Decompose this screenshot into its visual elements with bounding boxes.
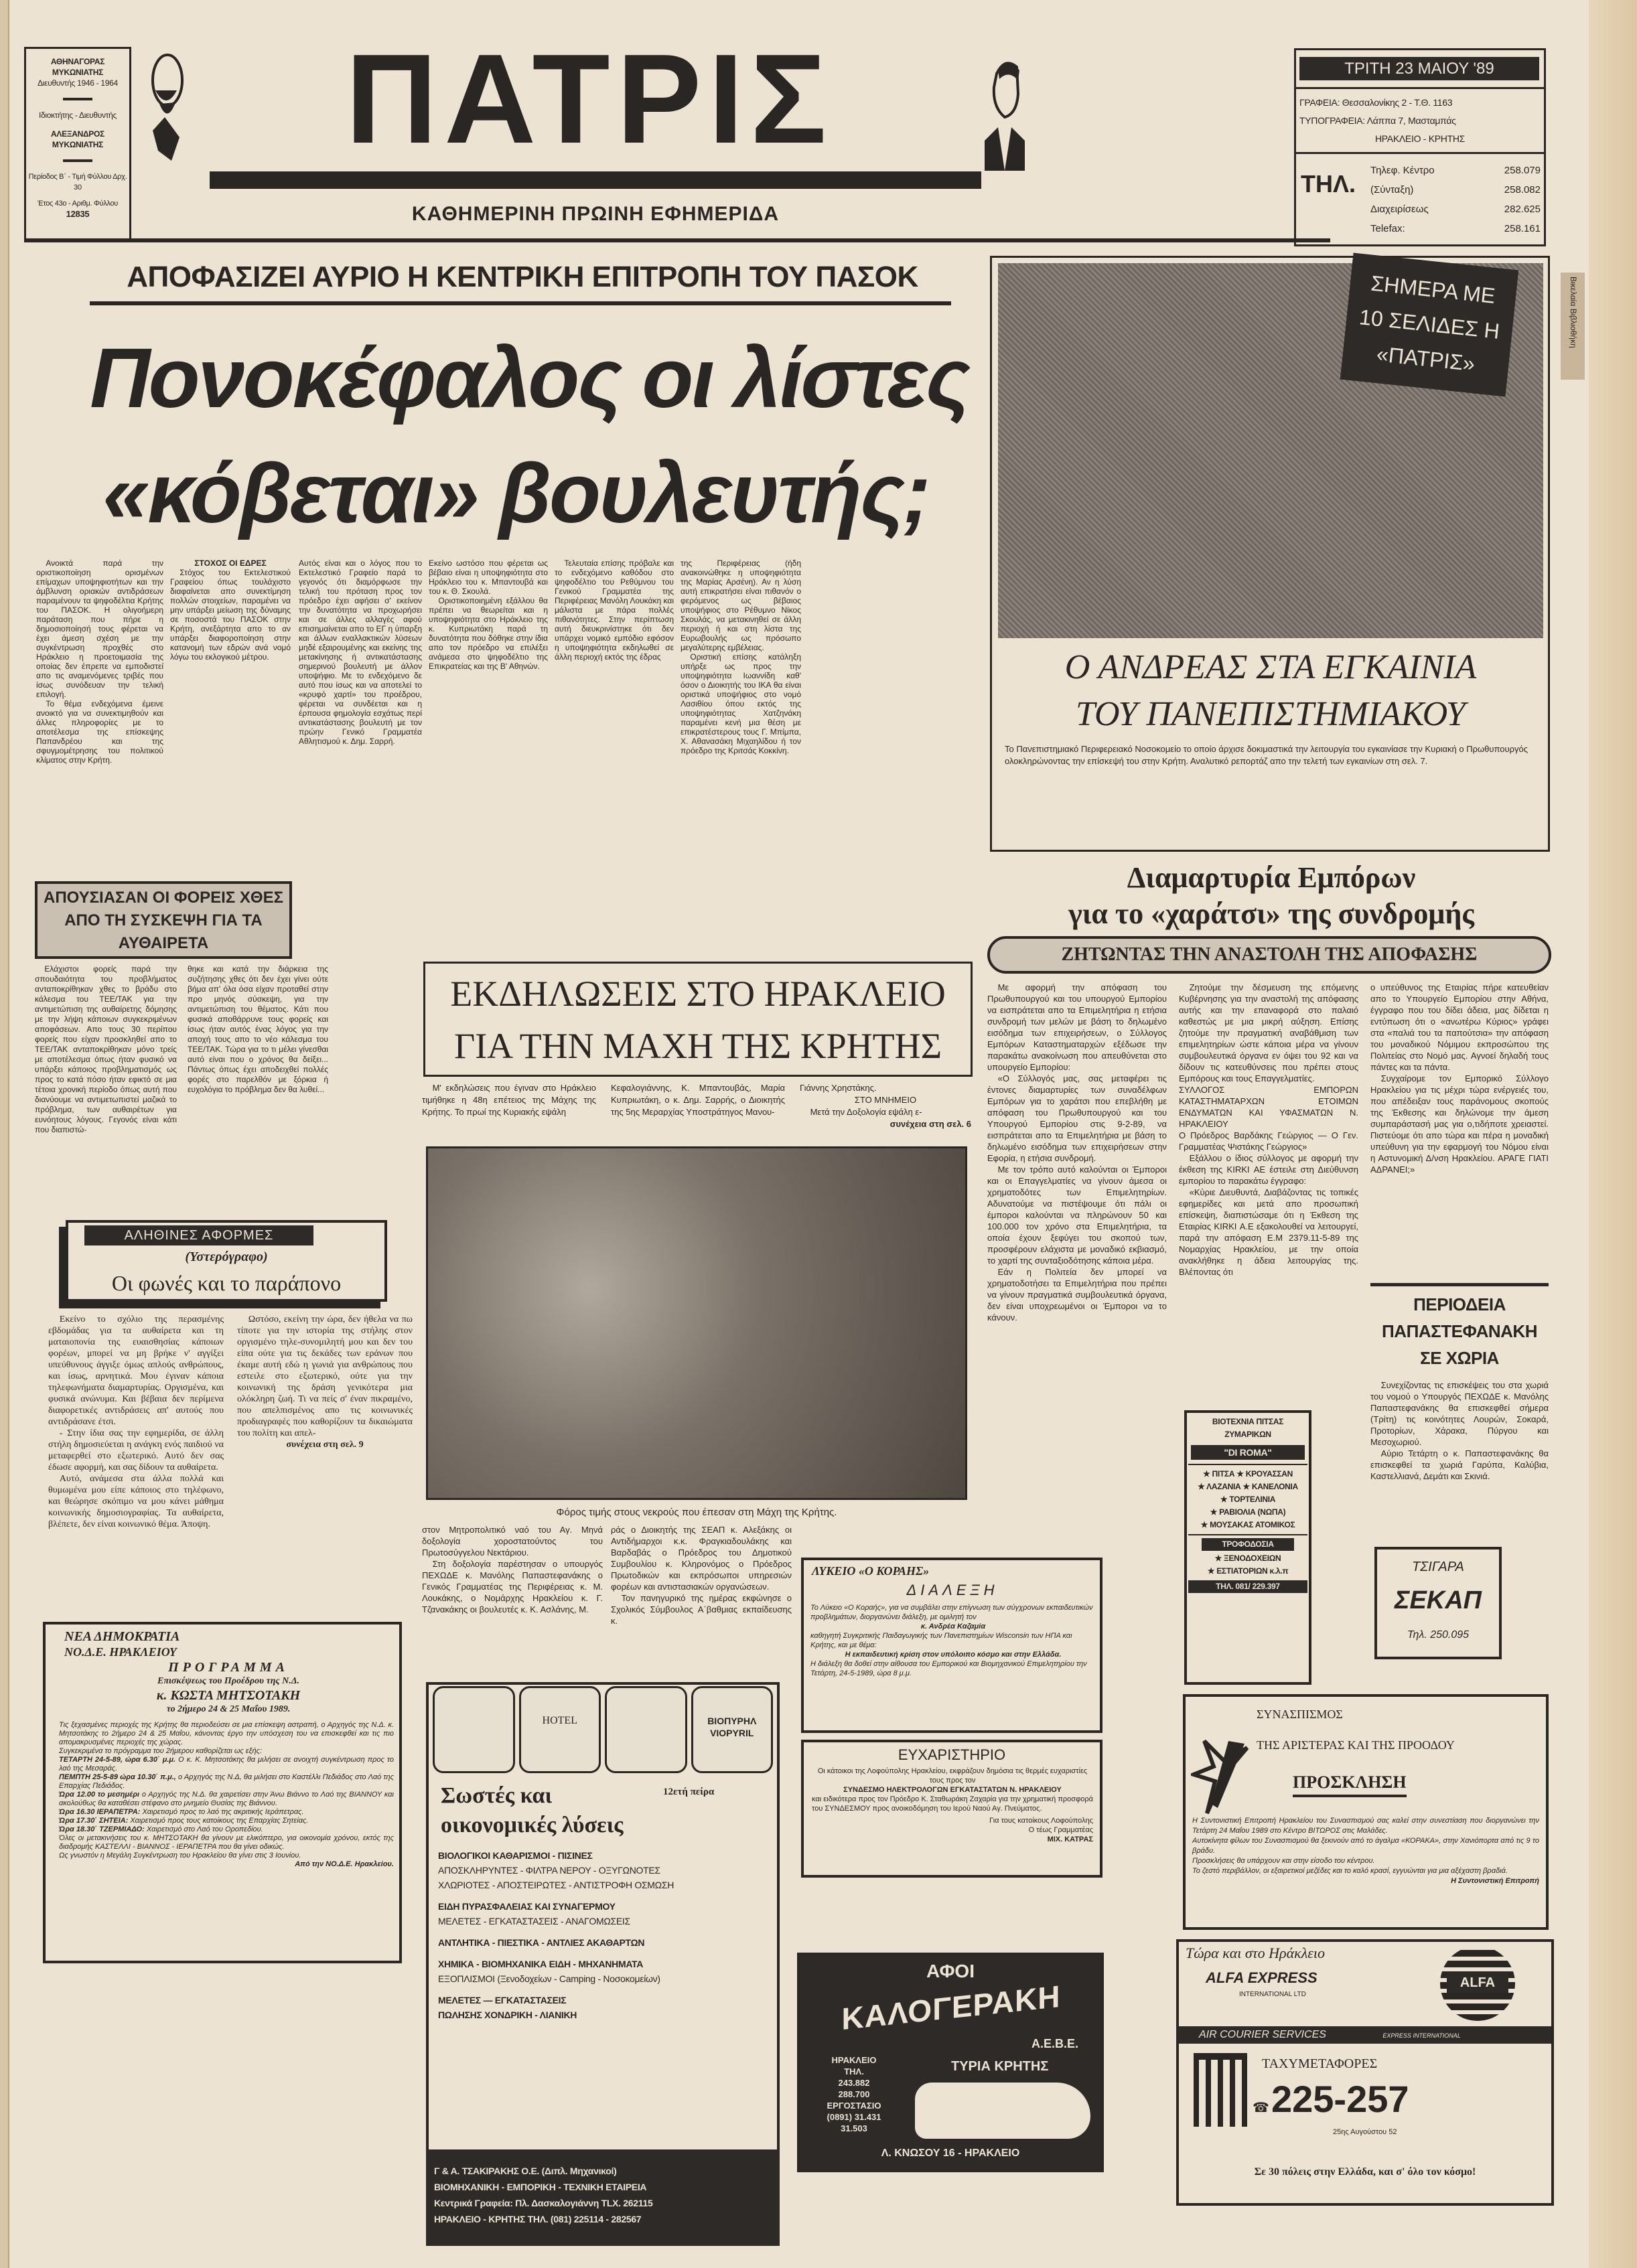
thanks-body: Οι κάτοικοι της Λοφούπολης Ηρακλείου, εκφράζουν δημόσια τις θερμές ευχαριστίες τους προς τον ΣΥΝΔΕΣΜΟ ΗΛΕΚΤΡΟΛΟΓΩΝ ΕΓΚΑΤΑΣΤΑΤΩΝ Ν. ΗΡΑΚΛΕΙΟΥ και ειδικότερα προς τον Πρόεδρο Κ. Σταθωράκη Ζαχαρία για την χρηματική προσφορά του ΣΥΝΔΕΣΜΟΥ προς ανοικοδόμηση του Ιερού Ναού Αγ. Πνεύματος. Για τους κατοίκους Λοφούπολης Ο τέως Γραμματέας ΜΙΧ. ΚΑΤΡΑΣ — [812, 1767, 1093, 1843]
ad-alfa-logo-text: ALFA — [1447, 1973, 1508, 1993]
mechanic-icon — [605, 1686, 687, 1773]
lead-column-6: της Περιφέρειας (ήδη ανακοινώθηκε η υποψηφιότητα της Μαρίας Αρσένη). Αν η λύση αυτή επικρατήσει είναι πιθανόν ο φερόμενος ως βέβαιος υποψήφιος στο Ρέθυμνο Νίκος Σκουλάς, να μετακινηθεί σε άλλη περιοχή ή και στη λίστα της Ευρωβουλής ως πρόσωπο μεγαλύτερης εμβέλειας. Οριστική επίσης κατάληξη υπήρξε ως προς την υποψηφιότητα Ιωαννίδη καθ' όσον ο Διοικητής του ΙΚΑ θα είναι οριστικά υποψήφιος στο νομό Λασιθίου όπου εκτός της υποψηφιότητας Χατζηνάκη παραμένει κενή μια θέση με επικρατέστερους τους Γ. Μπίμπα, Χ. Αθανασάκη Μιχαηλίδου ή τον πρόεδρο της Κριτσάς Κοκκίνη. — [681, 558, 801, 755]
divider — [63, 98, 92, 100]
printing-address: ΤΥΠΟΓΡΑΦΕΙΑ: Λάππα 7, Μασταμπάς — [1299, 115, 1456, 126]
newspaper-title: ΠΑΤΡΙΣ — [345, 28, 834, 170]
paper-left-edge — [0, 0, 9, 2268]
title-underline — [210, 171, 981, 189]
battle-column-3: Γιάννης Χρηστάκης. ΣΤΟ ΜΝΗΜΕΙΟ Μετά την Δοξολογία εψάλη ε- συνέχεια στη σελ. 6 — [800, 1083, 971, 1129]
ad-sekap-brand: ΣΕΚΑΠ — [1395, 1586, 1482, 1614]
faucet-icon — [433, 1686, 515, 1773]
lead-headline-line1: Πονοκέφαλος οι λίστες — [90, 331, 969, 425]
photo-story-headline: Ο ΑΝΔΡΕΑΣ ΣΤΑ ΕΓΚΑΙΝΙΑ ΤΟΥ ΠΑΝΕΠΙΣΤΗΜΙΑΚΟΥ — [1064, 648, 1477, 733]
ad-icon-row — [433, 1686, 773, 1773]
synaspismos-org: ΣΥΝΑΣΠΙΣΜΟΣ ΤΗΣ ΑΡΙΣΤΕΡΑΣ ΚΑΙ ΤΗΣ ΠΡΟΟΔΟΥ — [1257, 1708, 1455, 1752]
ad-tsakirakis-footer: Γ & Α. ΤΣΑΚΙΡΑΚΗΣ Ο.Ε. (Διπλ. Μηχανικοί) ΒΙΟΜΗΧΑΝΙΚΗ - ΕΜΠΟΡΙΚΗ - ΤΕΧΝΙΚΗ ΕΤΑΙΡΕΙΑ Κεντρικά Γραφεία: Πλ. Δασκαλογιάννη TLX. 262115 ΗΡΑΚΛΕΙΟ - ΚΡΗΤΗΣ ΤΗΛ. (081) 225114 - 282567 — [426, 2149, 780, 2246]
crete-map-icon — [915, 2083, 1090, 2139]
offices-address: ΓΡΑΦΕΙΑ: Θεσσαλονίκης 2 - Τ.Θ. 1163 — [1299, 97, 1453, 108]
issue-date: ΤΡΙΤΗ 23 ΜΑΙΟΥ '89 — [1299, 57, 1539, 80]
ad-alfa-service: ΤΑΧΥΜΕΤΑΦΟΡΕΣ — [1262, 2056, 1378, 2071]
thanks-title: ΕΥΧΑΡΙΣΤΗΡΙΟ — [898, 1746, 1006, 1763]
merchants-column-3: ο υπεύθυνος της Εταιρίας πήρε κατευθείαν απο το Υπουργείο Εμπορίου στην Αθήνα, έγγραφο που του δίδει άδεια, μας δίδεται η εντύπωση ότι ο «ανωτέρω Κύριος» γράφει στα «παλιά του τα παπούτσια» την απόφαση του μοναδικού Νόμιμου εκπροσώπου της Πολιτείας στο Νομό μας. Αγνοεί δηλαδή τους πάντες και τα πάντα. Συγχαίρομε τον Εμπορικό Σύλλογο Ηρακλείου για τις μέχρι τώρα ενέργειές του, που απέδειξαν τους παράνομους σκοπούς της Έκθεσης και δηλώνομε την άμεση συμπαράστασή μας για ο,τιδήποτε χρειαστεί. Πιστεύομε ότι απο τώρα και πέρα η μοναδική υπεύθυνη για την εφαρμογή του Νόμου είναι η Αστυνομική Δ/νση Ηρακλείου. ΑΡΑΓΕ ΓΙΑΤΙ ΑΔΡΑΝΕΙ;» — [1370, 982, 1549, 1175]
lead-headline-line2: «κόβεται» βουλευτής; — [102, 446, 929, 540]
battle-column-2: Κεφαλογιάννης, Κ. Μπαντουβάς, Μαρία Κυπριωτάκη, ο κ. Δημ. Σαρρής, ο Διοικητής της 5ης Μεραρχίας Υποστράτηγος Μανου- — [611, 1083, 785, 1117]
column-text-1: Εκείνο το σχόλιο της περασμένης εβδομάδας για τα αυθαίρετα και τη ματαιοπονία της ευαισθησίας κάποιων φορέων, μπορεί να μη βρήκε ν' αγγίξει υπεύθυνους άγγιξε όμως απλούς ανθρώπους, και ίσως, αρνητικά. Μου έγιναν κάποια τηλεφωνήματα διαμαρτυρίας. Οργισμένα, και φυσικά ανώνυμα. Και βέβαια δεν περίμενα διαφορετικές αντιδράσεις απ' αυτούς που αντιδράσανε έτσι. - Στην ίδια σας την εφημερίδα, σε άλλη στήλη δημοσιεύεται η ανάγκη ενός παιδιού να μεταφερθεί στο εξωτερικό. Αυτό δεν σας έδωσε αφορμή, και σας δίδουν τα αυθαίρετα. Αυτό, ανάμεσα στα άλλα πολλά και θυμωμένα μου είπε κάποιος στο τηλέφωνο, και θεώρησε σκόπιμο να μου κάνει μάθημα κοινωνικής δημοσιογραφίας. Τα αυθαίρετα, βλέπετε, δεν είναι κοινωνικό θέμα. Άποψη. — [48, 1314, 224, 1529]
column-label: ΑΛΗΘΙΝΕΣ ΑΦΟΡΜΕΣ — [84, 1225, 313, 1245]
ad-tsakirakis-lines: ΒΙΟΛΟΓΙΚΟΙ ΚΑΘΑΡΙΣΜΟΙ - ΠΙΣΙΝΕΣ ΑΠΟΣΚΛΗΡΥΝΤΕΣ - ΦΙΛΤΡΑ ΝΕΡΟΥ - ΟΞΥΓΩΝΟΤΕΣ ΧΛΩΡΙΟΤΕΣ - ΑΠΟΣΤΕΙΡΩΤΕΣ - ΑΝΤΙΣΤΡΟΦΗ ΟΣΜΩΣΗ ΕΙΔΗ ΠΥΡΑΣΦΑΛΕΙΑΣ ΚΑΙ ΣΥΝΑΓΕΡΜΟΥ ΜΕΛΕΤΕΣ - ΕΓΚΑΤΑΣΤΑΣΕΙΣ - ΑΝΑΓΟΜΩΣΕΙΣ ΑΝΤΛΗΤΙΚΑ - ΠΙΕΣΤΙΚΑ - ΑΝΤΛΙΕΣ ΑΚΑΘΑΡΤΩΝ ΧΗΜΙΚΑ - ΒΙΟΜΗΧΑΝΙΚΑ ΕΙΔΗ - ΜΗΧΑΝΗΜΑΤΑ ΕΞΟΠΛΙΣΜΟΙ (Ξενοδοχείων - Camping - Νοσοκομείων) ΜΕΛΕΤΕΣ — ΕΓΚΑΤΑΣΤΑΣΕΙΣ ΠΩΛΗΣΗΣ ΧΟΝΔΡΙΚΗ - ΛΙΑΝΙΚΗ — [438, 1850, 674, 2020]
founder-portrait-icon — [146, 50, 186, 161]
column-text-2: Ωστόσο, εκείνη την ώρα, δεν ήθελα να πω τίποτε για την ιστορία της στήλης στον οργισμένο τηλε-συνομιλητή μου και δεν του είπα ούτε για τις δεκάδες των εράνων που έκαμε αυτή εδώ η γωνιά για ανθρώπους που εστειλε στο εξωτερικό, ούτε για την κοινωνική της δράση γενικότερα μια ολόκληρη ζωή. Τι να πείς σ' έναν πικραμένο, που απελπισμένος απο τις κοινωνικές προδιαγραφές που καθορίζουν τα δικαιώματα του πολίτη και απελ- συνέχεια στη σελ. 9 — [237, 1314, 413, 1450]
synaspismos-title: ΠΡΟΣΚΛΗΣΗ — [1293, 1770, 1407, 1797]
absent-column-2: θηκε και κατά την διάρκεια της συζήτησης χθες ότι δεν έχει γίνει ούτε βήμα απ' όλα όσα είχαν προταθεί στην προ μηνός σύσκεψη, για την αντιμετώπιση του θέματος. Κάτι που φυσικά αποθάρρυνε τους φορείς και ίσως ήταν αυτός ένας λόγος για την αποχή τους απο το νέο κάλεσμα του ΤΕΕ/ΤΑΚ. Τώρα για το τι μέλει γίνεσθαι αυτό είναι που ο χρόνος θα δείξει... Πάντως όπως έχει αποδειχθεί πολλές φορές στο παρελθόν με ξόρκια ή ευχολόγια το πρόβλημα δεν θα λυθεί... — [188, 964, 328, 1094]
ad-alfa-slogan: Σε 30 πόλεις στην Ελλάδα, και σ' όλο τον κόσμο! — [1254, 2166, 1476, 2178]
ad-sekap-phone: Τηλ. 250.095 — [1407, 1629, 1470, 1641]
phone-list — [1370, 161, 1541, 238]
divider — [1370, 1283, 1549, 1286]
phone-row: Telefax: 258.161 — [1370, 223, 1541, 234]
tel-label: ΤΗΛ. — [1301, 170, 1356, 198]
kicker-rule — [90, 301, 951, 305]
ad-alfa-brand-sub: INTERNATIONAL LTD — [1239, 1991, 1306, 1998]
ad-sekap-label: ΤΣΙΓΑΡΑ — [1412, 1560, 1464, 1574]
column-sublabel: (Υστερόγραφο) — [185, 1250, 268, 1264]
memorial-photo — [426, 1146, 967, 1500]
lead-column-1: Ανοικτά παρά την οριστικοποίηση ορισμένων επίμαχων υποψηφιοτήτων και την άμβλυνση οριακών αντιδράσεων παραμένουν τα ψηφοδέλτια Κρήτης του ΠΑΣΟΚ. Η ολιγοήμερη παράταση που πήρε η δημοσιοποίησή τους φέρεται να έχει άμεση σχέση με την συγκέντρωση προχθές στο Ηράκλειο η προετοιμασία της οποίας δεν έπρεπε να εμποδιστεί απο τις αναμενόμενες τριβές που ίσως συνόδευαν την τελική επιλογή. Το θέμα ενδεχόμενα έμεινε ανοικτό για να συνεκτιμηθούν και άλλες πληροφορίες με το αποτέλεσμα της επίσκεψης Παπανδρέου και της σφυγμομέτρησης του πολιτικού κλίματος στην Κρήτη. — [36, 558, 163, 765]
ad-alfa-phone: 225-257 — [1271, 2078, 1409, 2120]
ad-kalogeraki-top: ΑΦΟΙ — [926, 1961, 975, 1981]
lead-column-5: Τελευταία επίσης πρόβαλε και το ενδεχόμενο καθόδου στο ψηφοδέλτιο του Ρεθύμνου του Γενικού Γραμματέα της Περιφέρειας Μανόλη Λουκάκη και μάλιστα με πάρα πολλές πιθανότητες. Στην περίπτωση αυτή διευκρινίστηκε ότι δεν υπάρχει νομικό εμπόδιο εφόσον η υποψηφιότητα εκδηλωθεί σε άλλη περιοχή εκτός της έδρας — [555, 558, 674, 662]
masthead-subtitle: ΚΑΘΗΜΕΡΙΝΗ ΠΡΩΙΝΗ ΕΦΗΜΕΡΙΔΑ — [411, 203, 780, 225]
viopyril-icon: ΒΙΟΠΥΡΗΛ VIOPYRIL — [691, 1686, 774, 1773]
ad-alfa-address: 25ης Αυγούστου 52 — [1333, 2128, 1397, 2136]
lecture-body: Το Λύκειο «Ο Κοραής», για να συμβάλει στην επίγνωση των σύγχρονων εκπαιδευτικών προβλημάτων, διοργανώνει διάλεξη, με ομιλητή τον κ. Ανδρέα Καζαμία καθηγητή Συγκριτικής Παιδαγωγικής των Πανεπιστημίων Wisconsin των ΗΠΑ και Κρήτης, και με θέμα: Η εκπαιδευτική κρίση στον υπόλοιπο κόσμο και στην Ελλάδα. Η διάλεξη θα δοθεί στην αίθουσα του Εμπορικού και Βιομηχανικού Επιμελητηρίου την Τετάρτη, 24-5-1989, ώρα 8 μ.μ. — [810, 1604, 1093, 1677]
ad-kalogeraki-phones: ΗΡΑΚΛΕΙΟ ΤΗΛ. 243.882 288.700 ΕΡΓΟΣΤΑΣΙΟ (0891) 31.431 31.503 — [827, 2055, 881, 2133]
ad-kalogeraki-address: Λ. ΚΝΩΣΟΥ 16 - ΗΡΑΚΛΕΙΟ — [881, 2147, 1020, 2159]
year-issue-label: Έτος 43ο - Αριθμ. Φύλλου — [38, 200, 118, 208]
battle-column-1: Μ' εκδηλώσεις που έγιναν στο Ηράκλειο τιμήθηκε η 48η επέτειος της Μάχης της Κρήτης. Το πρωί της Κυριακής εψάλη — [422, 1083, 596, 1117]
divider — [1294, 152, 1546, 154]
ad-kalogeraki-product: ΤΥΡΙΑ ΚΡΗΤΗΣ — [951, 2059, 1049, 2074]
lead-column-2: ΣΤΟΧΟΣ ΟΙ ΕΔΡΕΣ Στόχος του Εκτελεστικού Γραφείου όπως τουλάχιστο διαφαίνεται απο συνεκτίμηση πολλών στοιχείων, παραμένει να μην υπάρξει μείωση της δύναμης σε ποσοστά του ΠΑΣΟΚ στην Κρήτη, ανεξάρτητα απο το αν υπάρξει διαφοροποίηση στην κατανομή των εδρών ανά νομό λόγω του εκλογικού μέτρου. — [170, 558, 291, 662]
divider — [63, 159, 92, 162]
ad-alfa-script: Τώρα και στο Ηράκλειο — [1186, 1945, 1326, 1961]
telephone-icon: ☎ — [1253, 2101, 1269, 2115]
photo-story-caption: Το Πανεπιστημιακό Περιφερειακό Νοσοκομείο το οποίο άρχισε δοκιμαστικά την λειτουργία του εγκαινίασε την Κυριακή ο Πρωθυπουργός ολοκληρώνοντας την επίσκεψή του στην Κρήτη. Αναλυτικό ρεπορτάζ απο την τελετή των εγκαινίων στη σελ. 7. — [1005, 744, 1528, 766]
ad-alfa-brand: ALFA EXPRESS — [1206, 1969, 1318, 1986]
founder-role: Διευθυντής 1946 - 1964 — [38, 78, 118, 88]
phone-row: Τηλεφ. Κέντρο 258.079 — [1370, 165, 1541, 176]
ad-kalogeraki-brand: ΚΑΛΟΓΕΡΑΚΗ — [841, 1978, 1061, 2037]
address-block — [1299, 94, 1541, 148]
battle-lower-column-2: ράς ο Διοικητής της ΣΕΑΠ κ. Αλεξάκης οι Αντιδήμαρχοι κ.κ. Φραγκιαδουλάκης και Βαρδαβάς ο Πρόεδρος του Δημοτικού Συμβουλίου κ. Κληρονόμος ο Πρόεδρος Πρωτοδικών και εκπρόσωποι υπηρεσιών φορέων και αντιστασιακών οργανώσεων. Τον πανηγυρικό της ημέρας εκφώνησε ο Σχολικός Σύμβουλος Α΄βαθμιας εκπαίδευσης κ. — [611, 1525, 792, 1626]
merchants-column-1: Με αφορμή την απόφαση του Πρωθυπουργού και του υπουργού Εμπορίου να εισπράτεται απο τα Επιμελητήρια η ετήσια συνδρομή των μελών με βάση το δηλωμένο εισόδημα των επιχειρήσεων, ο Σύλλογος Εμπόρων Καταστηματαρχών εξέδωσε την παρακάτω ανακοίνωση που απευθύνεται στο υπουργείο Εμπορίου: «Ο Σύλλογός μας, σας μεταφέρει τις έντονες διαμαρτυρίες των συναδέλφων Εμπόρων για το χαράτσι που επεβλήθη με απόφαση του Πρωθυπουργού και του Υπουργού Εμπορίου στις 9-2-89, να εισπράτεται απο τα Επιμελητήρια με βάση το δηλωμένο εισόδημα των επιχειρήσεων στην Εφορία, η ετήσια συνδρομή. Με τον τρόπο αυτό καλούνται οι Έμποροι και οι Επαγγελματίες να γίνουν άμεσα οι χρηματοδότες των Επιμελητηρίων. Αδυνατούμε να πιστέψουμε ότι πάλι οι έμποροι καλούνται να πληρώνουν 50 και 100.000 τον χρόνο στα Επιμελητήρια, τα οποία έχουν ξεφύγει του σκοπού των, προσφέρουν ελάχιστα με μοναδικό εκβιασμό, το χαρτί της συνταξιοδότησης κάποια μέρα. Εάν η Πολιτεία δεν μπορεί να χρηματοδοτήσει τα Επιμελητήρια που πρέπει να γίνουν πραγματικά συμβουλευτικά όργανα, δεν είναι υποχρεωμένοι οι Έμποροι να το κάνουν. — [987, 982, 1167, 1322]
battle-headline: ΕΚΔΗΛΩΣΕΙΣ ΣΤΟ ΗΡΑΚΛΕΙΟ ΓΙΑ ΤΗΝ ΜΑΧΗ ΤΗΣ ΚΡΗΤΗΣ — [423, 962, 973, 1077]
paper-right-margin — [1589, 0, 1637, 2268]
ad-tsakirakis-headline: Σωστές και οικονομικές λύσεις — [441, 1783, 624, 1837]
hotel-icon: HOTEL — [519, 1686, 601, 1773]
building-icon — [1194, 2053, 1247, 2127]
divider — [1294, 87, 1546, 89]
period-price: Περίοδος Β΄ - Τιμή Φύλλου Δρχ. 30 — [28, 173, 127, 192]
lead-kicker: ΑΠΟΦΑΣΙΖΕΙ ΑΥΡΙΟ Η ΚΕΝΤΡΙΚΗ ΕΠΙΤΡΟΠΗ ΤΟΥ ΠΑΣΟΚ — [127, 260, 918, 293]
ad-diroma-content: ΒΙΟΤΕΧΝΙΑ ΠΙΤΣΑΣ ΖΥΜΑΡΙΚΩΝ "DI ROMA" ★ ΠΙΤΣΑ ★ ΚΡΟΥΑΣΣΑΝ ★ ΛΑΖΑΝΙΑ ★ ΚΑΝΕΛΟΝΙΑ ★ ΤΟΡΤΕΛΙΝΙΑ ★ ΡΑΒΙΟΛΙΑ (ΝΩΠΑ) ★ ΜΟΥΣΑΚΑΣ ΑΤΟΜΙΚΟΣ ΤΡΟΦΟΔΟΣΙΑ ★ ΞΕΝΟΔΟΧΕΙΩΝ ★ ΕΣΤΙΑΤΟΡΙΩΝ κ.λ.π ΤΗΛ. 081/ 229.397 — [1188, 1416, 1307, 1593]
column-title: Οι φωνές και το παράπονο — [111, 1271, 342, 1295]
city: ΗΡΑΚΛΕΙΟ - ΚΡΗΤΗΣ — [1375, 133, 1465, 144]
merchants-column-2: Ζητούμε την δέσμευση της επόμενης Κυβέρνησης για την αναστολή της απόφασης αυτής και την επαναφορά στο παλαιό καθεστώς με μια μικρή αύξηση. Επίσης ζητούμε την πραγματική αναβάθμιση των επιμελητηρίων ώστε κάποια μέρα να γίνουν συμβουλευτικά όργανα εν όψει του 92 και να δίδουν τις κατευθύνσεις που πρέπει στους Εμπόρους και τους Επαγγελματίες. ΣΥΛΛΟΓΟΣ ΕΜΠΟΡΩΝ ΚΑΤΑΣΤΗΜΑΤΑΡΧΩΝ ΕΤΟΙΜΩΝ ΕΝΔΥΜΑΤΩΝ ΚΑΙ ΥΦΑΣΜΑΤΩΝ Ν. ΗΡΑΚΛΕΙΟΥ Ο Πρόεδρος Βαρδάκης Γεώργιος — Ο Γεν. Γραμματέας Ψιστάκης Γεώργιος» Εξάλλου ο ίδιος σύλλογος με αφορμή την έκθεση της KIRKI ΑΕ έστειλε στη Διεύθυνση εμπορίου το παρακάτω έγγραφο: «Κύριε Διευθυντά, Διαβάζοντας τις τοπικές εφημερίδες και μετά απο προσωπική επίσκεψη, διαπιστώσαμε ότι η Έκθεση της Εταιρίας KIRKI Α.Ε εξακολουθεί να λειτουργεί, παρά την απόφαση Ε.Μ 2379.11-5-89 της Νομαρχίας Ηρακλείου, με την οποία ανακλήθηκε η άδεια λειτουργίας της. Βλέποντας ότι — [1179, 982, 1358, 1277]
synaspismos-body: Η Συντονιστική Επιτροπή Ηρακλείου του Συνασπισμού σας καλεί στην συνεστίαση που διοργανώνει την Τετάρτη 24 Μαΐου 1989 στο Κέντρο ΒΙΤΩΡΟΣ στις Μαλάδες. Αυτοκίνητα φίλων του Συνασπισμού θα ξεκινούν από το άγαλμα «ΚΟΡΑΚΑ», στην Χανιόπορτα από τις 9 το βράδυ. Προσκλήσεις θα υπάρχουν και στην είσοδο του κέντρου. Το ζεστό περιβάλλον, οι εξαιρετικοί μεζέδες και το καλό κρασί, εγγυώνται για μια αξέχαστη βραδιά. Η Συντονιστική Επιτροπή — [1192, 1817, 1539, 1885]
star-logo-icon — [1191, 1734, 1250, 1815]
battle-lower-column-1: στον Μητροπολιτικό ναό του Αγ. Μηνά δοξολογία χοροστατούντος του Πρωτοσύγγελου Νεκτάριου. Στη δοξολογία παρέστησαν ο υπουργός ΠΕΧΩΔΕ κ. Μανόλης Παπαστεφανάκης ο Γενικός Γραμματέας της Περιφέρειας κ. Μ. Λουκάκης, ο Νομάρχης Ηρακλείου κ. Γ. Τζανακάκης οι βουλευτές κ. Κ. Ασλάνης, Μ. — [422, 1525, 603, 1614]
issue-number: 12835 — [66, 209, 90, 219]
ad-kalogeraki-suffix: Α.Ε.Β.Ε. — [1031, 2037, 1079, 2050]
pages-badge: ΣΗΜΕΡΑ ΜΕ 10 ΣΕΛΙΔΕΣ Η «ΠΑΤΡΙΣ» — [1340, 253, 1519, 397]
phone-row: (Σύνταξη) 258.082 — [1370, 184, 1541, 196]
editor-portrait-icon — [985, 54, 1025, 171]
lead-column-4: Εκείνο ωστόσο που φέρεται ως βέβαιο είναι η υποψηφιότητα στο Ηράκλειο του κ. Μπαντουβά και του κ. Θ. Σκουλά. Οριστικοποιημένη εξάλλου θα πρέπει να θεωρείται και η υποψηφιότητα στο Ηράκλειο της κ. Κυπριωτάκη παρά τη δυνατότητα που δόθηκε στην ίδια απο τον πρόεδρο να επιλέξει ανάμεσα στο ψηφοδέλτιο της Επικρατείας και της Β' Αθηνών. — [429, 558, 548, 671]
ad-tsakirakis-tag: 12ετή πείρα — [663, 1787, 715, 1797]
lecture-title: ΛΥΚΕΙΟ «Ο ΚΟΡΑΗΣ» — [812, 1564, 930, 1578]
nd-notice: ΝΕΑ ΔΗΜΟΚΡΑΤΙΑ ΝΟ.Δ.Ε. ΗΡΑΚΛΕΙΟΥ ΠΡΟΓΡΑΜΜΑ Επισκέψεως του Προέδρου της Ν.Δ. κ. ΚΩΣΤΑ ΜΗΤΣΟΤΑΚΗ το 2ήμερο 24 & 25 Μαΐου 1989. — [64, 1629, 301, 1714]
ad-alfa-band: AIR COURIER SERVICES EXPRESS INTERNATIONAL — [1179, 2026, 1551, 2044]
nd-notice-body: Τις ξεχασμένες περιοχές της Κρήτης θα περιοδεύσει σε μια επίσκεψη αστραπή, ο Αρχηγός της Ν.Δ. κ. Μητσοτάκης το 2ήμερο 24 & 25 Μαΐου, κάνοντας έργο την υπόσχεση του να επισκεφθεί και τις πιο απομακρυσμένες περιοχές της χώρας. Συγκεκριμένα το πρόγραμμα του 2ήμερου καθορίζεται ως εξής: ΤΕΤΑΡΤΗ 24-5-89, ώρα 6.30΄ μ.μ. Ο κ. Κ. Μητσοτάκης θα μιλήσει σε ανοιχτή συγκέντρωση προς το λαό της Μεσαράς. ΠΕΜΠΤΗ 25-5-89 ώρα 10.30΄ π.μ., ο Αρχηγός της Ν.Δ, θα μιλήσει στο Καστέλλι Πεδιάδος στο Λαό της Επαρχίας Πεδιάδος. Ώρα 12.00 το μεσημέρι ο Αρχηγός της Ν.Δ. θα χαιρετίσει στην Άνω Βιάννο το Λαό της ΒΙΑΝΝΟΥ και ακολούθως θα καταθέσει στέφανο στο μνημείο Θυσίας της Βιάννου. Ώρα 16.30 ΙΕΡΑΠΕΤΡΑ: Χαιρετισμό προς το λαό της ακριτικής Ιεράπετρας. Ώρα 17.30΄ ΣΗΤΕΙΑ: Χαιρετισμό προς τους κατοίκους της Επαρχίας Σητείας. Ώρα 18.30΄ ΤΖΕΡΜΙΑΔΟ: Χαιρετισμό στο Λαό του Οροπεδίου. Όλες οι μετακινήσεις του κ. ΜΗΤΣΟΤΑΚΗ θα γίνουν με ελικόπτερο, για οικονομία χρόνου, εκτός της διαδρομής ΚΑΣΤΕΛΛΙ - ΒΙΑΝΝΟΣ - ΙΕΡΑΠΕΤΡΑ που θα γίνει οδικώς. Ως γνωστόν η Μεγάλη Συγκέντρωση του Ηρακλείου θα γίνει στις 3 Ιουνίου. Από την ΝΟ.Δ.Ε. Ηρακλείου. — [59, 1721, 395, 1868]
lead-column-3: Αυτός είναι και ο λόγος που το Εκτελεστικό Γραφείο παρά το γεγονός ότι διαμόρφωσε την τελική του πρόταση προς τον πρόεδρο έχει αφήσει σ' εκείνον την δυνατότητα να προχωρήσει και σε άλλες αλλαγές αφού επισημαίνεται απο το ΕΓ η ύπαρξη και άλλων εναλλακτικών λύσεων μηδέ εξαιρουμένης και εκείνης της μετακίνησης ή αντικατάστασης σημερινού βουλευτή με άλλον υποψήφιο. Με το ενδεχόμενο δε αυτό που ίσως και να αποτελεί το «κρυφό χαρτί» του προέδρου, φέρεται να συνδέεται και η έρπουσα φημολογία εσχάτως περί αντικατάστασης βουλευτή με τον πρώην Γενικό Γραμματέα Αθλητισμού κ. Δημ. Σαρρή. — [299, 558, 422, 746]
tour-text: Συνεχίζοντας τις επισκέψεις του στα χωριά του νομού ο Υπουργός ΠΕΧΩΔΕ κ. Μανόλης Παπαστεφανάκης θα επισκεφθεί σήμερα (Τρίτη) τις κοινότητες Λουρών, Σοκαρά, Προτορίων, Χάρακα, Πύργου και Μεσοχωριού. Αύριο Τετάρτη ο κ. Παπαστεφανάκης θα επισκεφθεί τα χωριά Γαρύπα, Καλύβια, Καστελλιανά, Δεμάτι και Σκινιά. — [1370, 1380, 1549, 1481]
phone-row: Διαχειρίσεως 282.625 — [1370, 204, 1541, 215]
memorial-photo-caption: Φόρος τιμής στους νεκρούς που έπεσαν στη Μάχη της Κρήτης. — [556, 1507, 837, 1518]
masthead-bottom-rule — [24, 238, 1330, 242]
tour-headline: ΠΕΡΙΟΔΕΙΑ ΠΑΠΑΣΤΕΦΑΝΑΚΗ ΣΕ ΧΩΡΙΑ — [1382, 1294, 1537, 1368]
archive-stamp: Βικελαία Βιβλιοθήκη — [1561, 273, 1585, 380]
absent-column-1: Ελάχιστοι φορείς παρά την σπουδαιότητα του προβλήματος ανταποκρίθηκαν χθες το βράδυ στο κάλεσμα του ΤΕΕ/ΤΑΚ για την αντιμετώπιση της αυθαίρετης δόμησης με την λήψη κάποιων συγκεκριμένων αποφάσεων. Απο τους 30 περίπου φορείς που είχαν προσκληθεί απο το ΤΕΕ/ΤΑΚ ανταποκρίθηκαν μόνο τρείς με αποτέλεσμα όπως ήταν φυσικό να υπάρξει κάποιος προβληματισμός ως προς το κατά πόσο ήταν εφικτό σε μια τέτοια χρονική περίοδο όπως αυτή που διανύουμε να αντιμετωπιστεί μαζικά το πρόβλημα, των αυθαιρέτων για ευνόητους λόγους. Γεγονός είναι κάτι που διαπιστώ- — [35, 964, 177, 1134]
absent-headline: ΑΠΟΥΣΙΑΣΑΝ ΟΙ ΦΟΡΕΙΣ ΧΘΕΣ ΑΠΟ ΤΗ ΣΥΣΚΕΨΗ ΓΙΑ ΤΑ ΑΥΘΑΙΡΕΤΑ — [35, 881, 292, 959]
founder-box-text — [27, 56, 129, 220]
lecture-subtitle: ΔΙΑΛΕΞΗ — [906, 1582, 999, 1598]
merchants-headline: Διαμαρτυρία Εμπόρων για το «χαράτσι» της συνδρομής — [1068, 861, 1474, 930]
owner-name: ΑΛΕΞΑΝΔΡΟΣ ΜΥΚΩΝΙΑΤΗΣ — [51, 129, 104, 149]
founder-name: ΑΘΗΝΑΓΟΡΑΣ ΜΥΚΩΝΙΑΤΗΣ — [50, 57, 105, 77]
merchants-banner: ΖΗΤΩΝΤΑΣ ΤΗΝ ΑΝΑΣΤΟΛΗ ΤΗΣ ΑΠΟΦΑΣΗΣ — [987, 936, 1551, 974]
owner-role: Ιδιοκτήτης - Διευθυντής — [38, 110, 117, 120]
